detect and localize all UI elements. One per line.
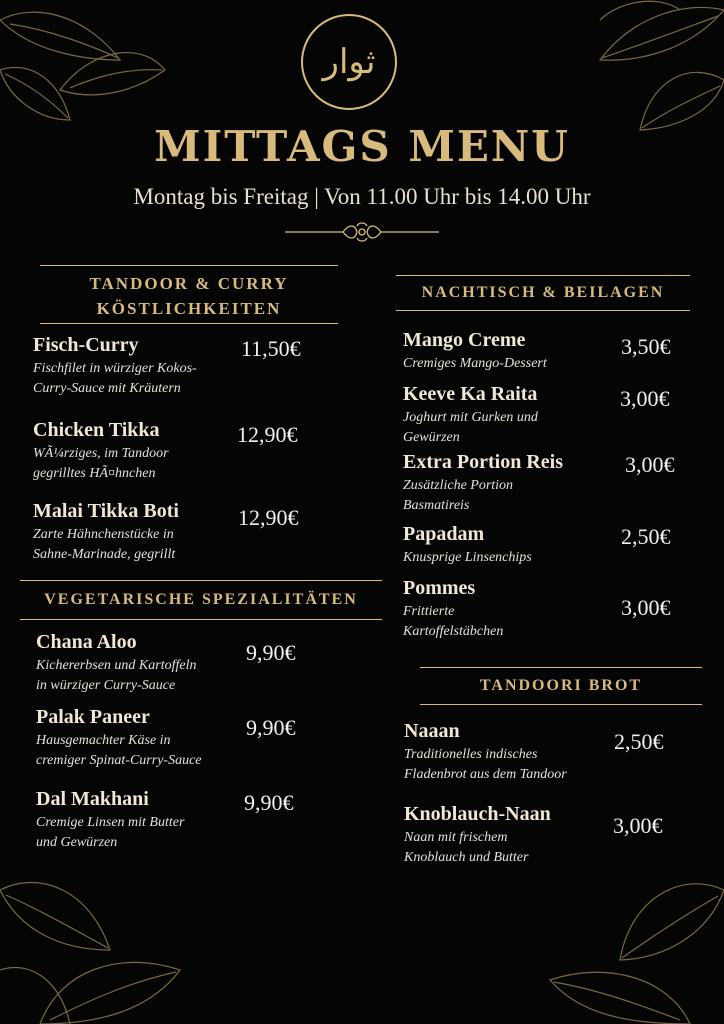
item-desc-line1: Zusätzliche Portion: [403, 478, 514, 493]
item-desc-line1: Joghurt mit Gurken und: [403, 410, 538, 425]
item-name: Palak Paneer: [36, 706, 150, 728]
section-title-tandoor-curry: [40, 265, 338, 324]
item-price: 12,90€: [237, 422, 298, 447]
item-name: Keeve Ka Raita: [403, 383, 538, 405]
item-desc-line1: Naan mit frischem: [404, 830, 508, 845]
item-desc-line2: Fladenbrot aus dem Tandoor: [404, 767, 567, 782]
item-name: Malai Tikka Boti: [33, 500, 179, 522]
item-name: Mango Creme: [403, 329, 526, 351]
logo-calligraphy: ﺛﻮﺍﺭ: [322, 42, 376, 82]
menu-item-naaan: [404, 719, 567, 785]
item-desc-line1: Kichererbsen und Kartoffeln: [36, 658, 197, 673]
menu-item-dal-makhani: [36, 787, 184, 853]
item-desc-line1: Cremige Linsen mit Butter: [36, 815, 185, 830]
item-name: Knoblauch-Naan: [404, 803, 551, 825]
page-subtitle: Montag bis Freitag | Von 11.00 Uhr bis 14.00 Uhr: [133, 184, 591, 209]
menu-item-papadam: [403, 522, 532, 568]
section-title-nachtisch-beilagen: NACHTISCH & BEILAGEN: [396, 275, 690, 311]
menu-item-fisch-curry: [33, 333, 197, 399]
item-price: 2,50€: [621, 524, 671, 549]
section-title-vegetarisch: VEGETARISCHE SPEZIALITÄTEN: [20, 580, 382, 620]
leaf-decoration-bottom-right: [540, 860, 724, 1024]
item-desc-line2: Gewürzen: [403, 430, 460, 445]
item-desc-line2: Basmatireis: [403, 498, 470, 513]
menu-item-pommes: [403, 576, 503, 642]
section-title-line1: TANDOOR & CURRY: [89, 274, 289, 293]
item-name: Pommes: [403, 577, 476, 599]
item-name: Extra Portion Reis: [403, 451, 563, 473]
item-name: Dal Makhani: [36, 788, 149, 810]
leaf-decoration-bottom-left: [0, 850, 190, 1024]
item-desc-line2: gegrilltes HÃ¤hnchen: [33, 466, 156, 481]
section-title-tandoori-brot: TANDOORI BROT: [420, 667, 702, 705]
page-title: MITTAGS MENU: [154, 122, 570, 171]
menu-item-palak-paneer: [36, 705, 202, 771]
menu-item-malai-tikka-boti: [33, 499, 179, 565]
menu-item-chicken-tikka: [33, 418, 169, 484]
item-price: 3,00€: [625, 452, 675, 477]
ornament-divider-icon: [285, 220, 439, 244]
item-desc-line1: Fischfilet in würziger Kokos-: [33, 361, 197, 376]
item-desc-line2: Curry-Sauce mit Kräutern: [33, 381, 181, 396]
item-price: 11,50€: [241, 336, 301, 361]
menu-item-keeve-ka-raita: [403, 382, 538, 448]
item-name: Naaan: [404, 720, 460, 742]
item-desc-line2: Sahne-Marinade, gegrillt: [33, 547, 176, 562]
item-price: 3,50€: [621, 334, 671, 359]
item-price: 9,90€: [246, 640, 296, 665]
item-desc-line2: Knoblauch und Butter: [404, 850, 529, 865]
item-price: 9,90€: [246, 715, 296, 740]
item-price: 3,00€: [621, 595, 671, 620]
item-desc-line2: in würziger Curry-Sauce: [36, 678, 176, 693]
item-desc-line1: Traditionelles indisches: [404, 747, 538, 762]
item-price: 2,50€: [614, 729, 664, 754]
menu-item-mango-creme: [403, 328, 547, 374]
item-desc-line1: Cremiges Mango-Dessert: [403, 356, 547, 371]
item-desc-line1: Hausgemachter Käse in: [36, 733, 171, 748]
item-price: 9,90€: [244, 790, 294, 815]
item-desc-line1: WÃ¼rziges, im Tandoor: [33, 446, 169, 461]
menu-item-chana-aloo: [36, 630, 196, 696]
restaurant-logo: [301, 14, 397, 110]
section-title-line2: KÖSTLICHKEITEN: [96, 299, 282, 318]
menu-item-knoblauch-naan: [404, 802, 551, 868]
item-price: 3,00€: [613, 813, 663, 838]
item-name: Chicken Tikka: [33, 419, 160, 441]
item-name: Fisch-Curry: [33, 334, 139, 356]
item-name: Chana Aloo: [36, 631, 137, 653]
item-desc-line2: Kartoffelstäbchen: [403, 624, 504, 639]
item-desc-line1: Zarte Hähnchenstücke in: [33, 527, 174, 542]
item-desc-line1: Frittierte: [403, 604, 455, 619]
item-price: 3,00€: [620, 386, 670, 411]
item-desc-line2: cremiger Spinat-Curry-Sauce: [36, 753, 202, 768]
item-price: 12,90€: [238, 505, 299, 530]
item-desc-line1: Knusprige Linsenchips: [403, 550, 532, 565]
item-name: Papadam: [403, 523, 485, 545]
item-desc-line2: und Gewürzen: [36, 835, 118, 850]
menu-item-extra-portion-reis: [403, 450, 563, 516]
